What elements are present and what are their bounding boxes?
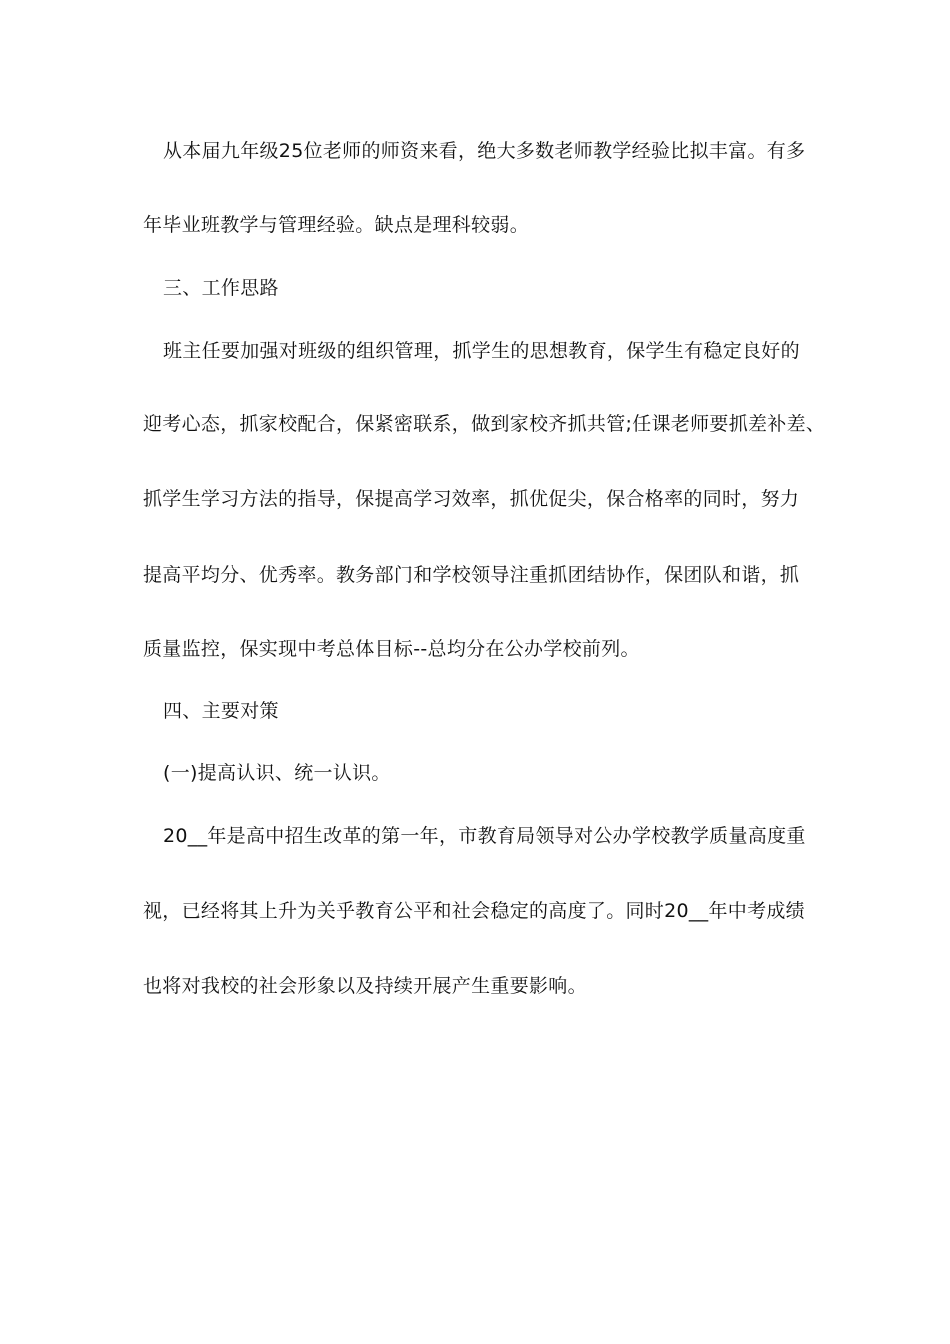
- paragraph-line-6: 抓学生学习方法的指导，保提高学习效率，抓优促尖，保合格率的同时，努力: [143, 488, 800, 510]
- paragraph-line-7: 提高平均分、优秀率。教务部门和学校领导注重抓团结协作，保团队和谐，抓: [143, 564, 800, 586]
- paragraph-line-1: 从本届九年级25位老师的师资来看，绝大多数老师教学经验比拟丰富。有多: [163, 140, 806, 162]
- section-heading-3: 三、工作思路: [163, 277, 279, 299]
- subheading-1: (一)提高认识、统一认识。: [163, 762, 391, 784]
- paragraph-line-13: 也将对我校的社会形象以及持续开展产生重要影响。: [143, 975, 587, 997]
- paragraph-line-8: 质量监控，保实现中考总体目标--总均分在公办学校前列。: [143, 638, 640, 660]
- paragraph-line-2: 年毕业班教学与管理经验。缺点是理科较弱。: [143, 214, 530, 236]
- section-heading-4: 四、主要对策: [163, 700, 279, 722]
- paragraph-line-11: 20__年是高中招生改革的第一年，市教育局领导对公办学校教学质量高度重: [163, 825, 806, 847]
- paragraph-line-5: 迎考心态，抓家校配合，保紧密联系，做到家校齐抓共管;任课老师要抓差补差、: [143, 413, 826, 435]
- paragraph-line-4: 班主任要加强对班级的组织管理，抓学生的思想教育，保学生有稳定良好的: [163, 340, 800, 362]
- paragraph-line-12: 视，已经将其上升为关乎教育公平和社会稳定的高度了。同时20__年中考成绩: [143, 900, 805, 922]
